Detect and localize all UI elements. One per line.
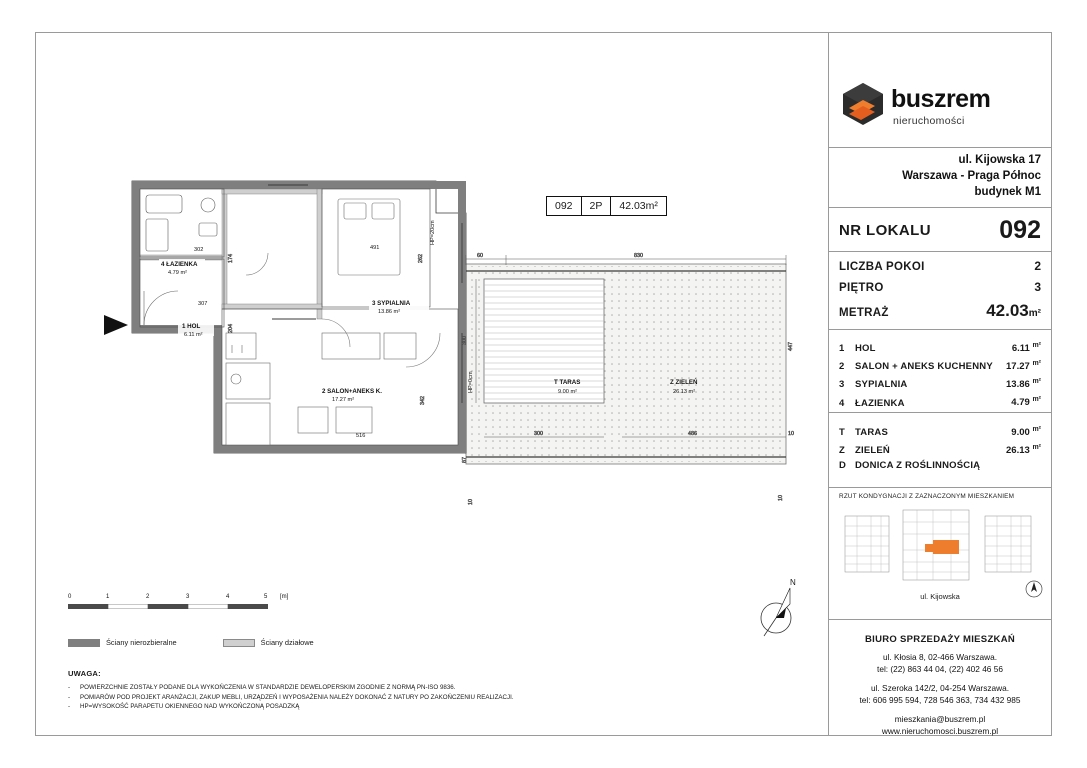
legend-swatch-structural bbox=[68, 639, 100, 647]
tag-unit-number: 092 bbox=[547, 197, 582, 215]
compass-rose bbox=[754, 578, 800, 640]
svg-text:174: 174 bbox=[228, 254, 234, 263]
address-block bbox=[829, 148, 1051, 208]
spec-key-area: METRAŻ bbox=[839, 307, 889, 319]
contact-website[interactable]: www.nieruchomosci.buszrem.pl bbox=[881, 726, 999, 737]
svg-text:2 SALON+ANEKS K.: 2 SALON+ANEKS K. bbox=[322, 388, 382, 395]
keyplan-compass-icon bbox=[1025, 580, 1043, 598]
extra-name: TARAS bbox=[855, 427, 889, 439]
svg-text:491: 491 bbox=[370, 245, 380, 251]
scale-tick-0: 0 bbox=[68, 594, 72, 600]
notes-title: UWAGA: bbox=[68, 669, 101, 678]
svg-text:10: 10 bbox=[468, 499, 474, 505]
extra-area: 26.13 $^{m^2}$ bbox=[1006, 444, 1041, 457]
room-list-item bbox=[839, 338, 1041, 356]
address-line-2: Warszawa - Praga Północ bbox=[902, 170, 1041, 182]
keyplan-title: RZUT KONDYGNACJI Z ZAZNACZONYM MIESZKANIEM bbox=[839, 493, 1015, 500]
svg-text:3 SYPIALNIA: 3 SYPIALNIA bbox=[372, 300, 411, 307]
spec-key-floor: PIĘTRO bbox=[839, 282, 884, 294]
extra-list-item bbox=[839, 458, 1041, 473]
svg-text:4.79 m²: 4.79 m² bbox=[168, 270, 187, 276]
scale-tick-3: 3 bbox=[186, 594, 190, 600]
outdoor-zone bbox=[466, 264, 786, 464]
svg-text:60: 60 bbox=[477, 253, 483, 259]
brand-block bbox=[829, 33, 1051, 148]
legend-item-partition bbox=[223, 638, 314, 647]
room-list-item bbox=[839, 392, 1041, 410]
svg-text:HP=20cm: HP=20cm bbox=[430, 220, 436, 245]
contact-line: ul. Kłosia 8, 02-466 Warszawa. bbox=[882, 652, 998, 662]
address-line-1: ul. Kijowska 17 bbox=[958, 154, 1041, 166]
extra-code: D bbox=[839, 460, 846, 472]
tag-room-count: 2P bbox=[582, 197, 612, 215]
contact-block bbox=[829, 620, 1051, 735]
spec-unit-area: m² bbox=[1028, 308, 1041, 319]
note-item: - POWIERZCHNIE ZOSTAŁY PODANE DLA WYKOŃCZENIA W STANDARDZIE DEWELOPERSKIM ZGODNIE Z NORMĄ PN-ISO 9836. bbox=[68, 684, 456, 691]
room-area: 4.79 $^{m^2}$ bbox=[1011, 396, 1041, 409]
legend-label-partition: Ściany działowe bbox=[260, 638, 314, 647]
svg-text:4 ŁAZIENKA: 4 ŁAZIENKA bbox=[161, 261, 198, 268]
contact-line: tel: 606 995 594, 728 546 363, 734 432 985 bbox=[859, 695, 1021, 706]
svg-text:516: 516 bbox=[356, 433, 366, 439]
note-item: - POMIARÓW POD PROJEKT ARANŻACJI, ZAKUP MEBLI, URZĄDZEŃ I WYPOSAŻENIA NALEŻY DOKONAĆ Z NATURY PO ZAKOŃCZENIU REALIZACJI. bbox=[68, 693, 514, 701]
unit-number-block bbox=[829, 208, 1051, 252]
info-panel bbox=[828, 33, 1051, 735]
note-text: POWIERZCHNIE ZOSTAŁY PODANE DLA WYKOŃCZENIA W STANDARDZIE DEWELOPERSKIM ZGODNIE Z NORMĄ PN-ISO 9836. bbox=[80, 684, 456, 691]
scale-and-legend bbox=[68, 594, 498, 647]
buszrem-cube-logo-icon bbox=[841, 81, 885, 125]
notes-block bbox=[68, 669, 628, 712]
scale-unit: [m] bbox=[280, 594, 289, 600]
extra-code: T bbox=[839, 427, 845, 439]
svg-text:17.27 m²: 17.27 m² bbox=[332, 397, 355, 403]
svg-text:486: 486 bbox=[688, 431, 697, 437]
contact-line: tel: (22) 863 44 04, (22) 402 46 56 bbox=[877, 664, 1003, 675]
apartment-walls bbox=[104, 181, 466, 453]
svg-text:T TARAS: T TARAS bbox=[554, 379, 581, 386]
contact-email[interactable]: mieszkania@buszrem.pl bbox=[894, 713, 986, 724]
scale-tick-2: 2 bbox=[146, 594, 150, 600]
room-name: HOL bbox=[855, 343, 876, 355]
svg-text:87: 87 bbox=[462, 457, 468, 463]
extra-name: DONICA Z ROŚLINNOŚCIĄ bbox=[855, 460, 981, 472]
extra-list-item bbox=[839, 440, 1041, 458]
spec-value-area: 42.03m² bbox=[986, 301, 1041, 320]
svg-text:300: 300 bbox=[534, 431, 543, 437]
svg-text:342: 342 bbox=[420, 396, 426, 405]
legend-swatch-partition bbox=[223, 639, 255, 647]
keyplan-street-label: ul. Kijowska bbox=[920, 592, 960, 601]
scale-tick-4: 4 bbox=[226, 594, 230, 600]
legend-item-structural bbox=[68, 638, 177, 647]
room-area: 13.86 $^{m^2}$ bbox=[1006, 378, 1041, 391]
spec-row-rooms bbox=[839, 259, 1041, 273]
scale-bar bbox=[68, 604, 268, 609]
brand-name: buszrem bbox=[891, 85, 991, 113]
svg-text:Z ZIELEŃ: Z ZIELEŃ bbox=[670, 379, 698, 386]
svg-text:302: 302 bbox=[194, 247, 204, 253]
address-line-3: budynek M1 bbox=[974, 186, 1041, 198]
contact-line: ul. Szeroka 142/2, 04-254 Warszawa. bbox=[870, 682, 1010, 693]
unit-number-label: NR LOKALU bbox=[839, 222, 931, 239]
spec-value-floor: 3 bbox=[1034, 280, 1041, 294]
room-number: 2 bbox=[839, 361, 845, 373]
room-area: 6.11 $^{m^2}$ bbox=[1011, 342, 1041, 355]
note-text: POMIARÓW POD PROJEKT ARANŻACJI, ZAKUP MEBLI, URZĄDZEŃ I WYPOSAŻENIA NALEŻY DOKONAĆ Z NATURY PO ZAKOŃCZENIU REALIZACJI. bbox=[80, 693, 514, 701]
extra-name: ZIELEŃ bbox=[855, 445, 890, 457]
compass-needle-icon bbox=[754, 578, 800, 640]
svg-text:447: 447 bbox=[788, 342, 794, 351]
spec-row-area bbox=[839, 301, 1041, 321]
svg-text:262: 262 bbox=[418, 254, 424, 263]
room-area: 17.27 $^{m^2}$ bbox=[1006, 360, 1041, 373]
keyplan-diagram[interactable] bbox=[841, 504, 1037, 586]
svg-text:830: 830 bbox=[634, 253, 643, 259]
spec-row-floor bbox=[839, 280, 1041, 294]
note-item: - HP=WYSOKOŚĆ PARAPETU OKIENNEGO NAD WYKOŃCZONĄ POSADZKĄ bbox=[68, 703, 300, 711]
svg-text:204: 204 bbox=[228, 324, 234, 333]
compass-north-label: N bbox=[790, 578, 796, 587]
room-number: 4 bbox=[839, 397, 845, 409]
legend-label-structural: Ściany nierozbieralne bbox=[106, 638, 177, 647]
svg-text:13.86 m²: 13.86 m² bbox=[378, 309, 401, 315]
scale-tick-5: 5 bbox=[264, 594, 268, 600]
svg-text:1 HOL: 1 HOL bbox=[182, 323, 201, 330]
svg-text:10: 10 bbox=[778, 495, 784, 501]
room-list-item bbox=[839, 356, 1041, 374]
room-name: SALON + ANEKS KUCHENNY bbox=[855, 361, 993, 373]
svg-text:HP=0cm: HP=0cm bbox=[468, 371, 474, 393]
scale-tick-1: 1 bbox=[106, 594, 110, 600]
svg-text:9.00 m²: 9.00 m² bbox=[558, 389, 577, 395]
note-text: HP=WYSOKOŚĆ PARAPETU OKIENNEGO NAD WYKOŃCZONĄ POSADZKĄ bbox=[80, 703, 300, 711]
extra-list-item bbox=[839, 422, 1041, 440]
brand-subtitle: nieruchomości bbox=[893, 115, 965, 127]
room-list-item bbox=[839, 374, 1041, 392]
svg-text:300: 300 bbox=[462, 336, 468, 345]
drawing-area bbox=[36, 33, 828, 735]
rooms-list bbox=[829, 330, 1051, 413]
unit-number-value: 092 bbox=[999, 216, 1041, 244]
extras-list bbox=[829, 413, 1051, 488]
spec-key-rooms: LICZBA POKOI bbox=[839, 261, 925, 273]
tag-area: 42.03m² bbox=[619, 200, 658, 212]
room-name: ŁAZIENKA bbox=[855, 397, 905, 409]
spec-value-rooms: 2 bbox=[1034, 259, 1041, 273]
svg-text:307: 307 bbox=[198, 301, 208, 307]
scale-bar-row bbox=[68, 594, 498, 622]
extra-area: 9.00 $^{m^2}$ bbox=[1011, 426, 1041, 439]
room-number: 3 bbox=[839, 379, 845, 391]
room-number: 1 bbox=[839, 343, 845, 355]
svg-text:6.11 m²: 6.11 m² bbox=[184, 332, 203, 338]
extra-code: Z bbox=[839, 445, 845, 457]
svg-text:10: 10 bbox=[788, 431, 794, 437]
contact-title: BIURO SPRZEDAŻY MIESZKAŃ bbox=[864, 634, 1016, 645]
room-name: SYPIALNIA bbox=[855, 379, 908, 391]
specs-block bbox=[829, 252, 1051, 330]
svg-text:26.13 m²: 26.13 m² bbox=[673, 389, 696, 395]
keyplan-block bbox=[829, 488, 1051, 620]
